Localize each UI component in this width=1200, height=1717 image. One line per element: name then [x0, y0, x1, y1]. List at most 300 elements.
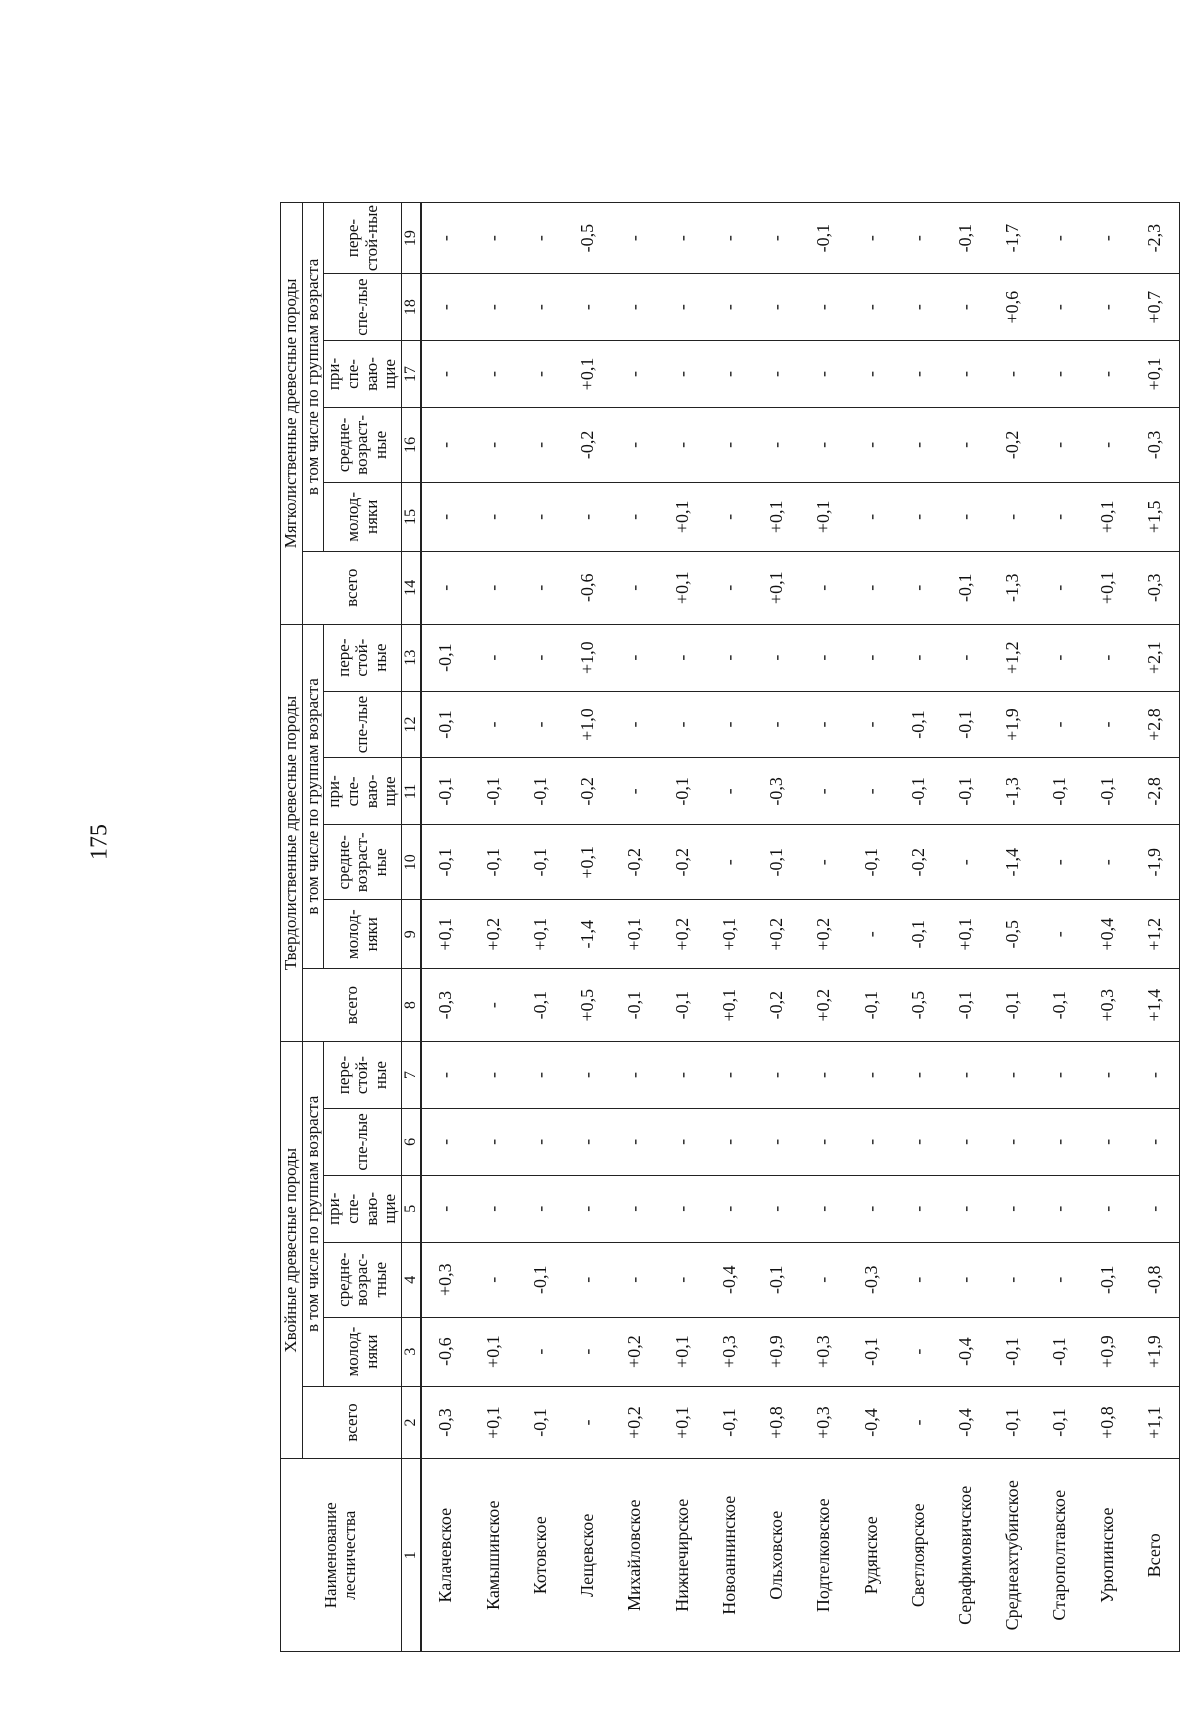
- page-number: 175: [86, 824, 113, 860]
- value-cell: +0,1: [1084, 482, 1131, 551]
- value-cell: +0,3: [706, 1317, 753, 1386]
- value-cell: -0,1: [942, 551, 989, 624]
- value-cell: +1,9: [990, 691, 1037, 758]
- value-cell: -: [990, 1242, 1037, 1317]
- column-number-row: [402, 203, 421, 1652]
- header-soft-total: всего: [302, 551, 401, 624]
- value-cell: -: [1084, 1108, 1131, 1175]
- value-cell: -: [565, 274, 612, 341]
- header-conif-premature: при-спе-ваю-щие: [324, 1175, 402, 1242]
- value-cell: -: [612, 341, 659, 408]
- forestry-name: Котовское: [517, 1459, 564, 1652]
- value-cell: -0,1: [421, 691, 470, 758]
- value-cell: -: [1084, 624, 1131, 691]
- value-cell: -0,1: [421, 758, 470, 825]
- forestry-name: Нижнечирское: [659, 1459, 706, 1652]
- value-cell: -: [565, 1317, 612, 1386]
- value-cell: -0,2: [612, 825, 659, 900]
- header-soft-premature: при-спе-ваю-щие: [324, 341, 402, 408]
- value-cell: +1,1: [1131, 1386, 1179, 1459]
- header-conif-overmature: пере-стой-ные: [324, 1042, 402, 1109]
- header-conif-mature: спе-лые: [324, 1108, 402, 1175]
- header-group-hardwood: Твердолиственные древесные породы: [281, 624, 303, 1041]
- value-cell: -: [612, 1042, 659, 1109]
- value-cell: -: [659, 1108, 706, 1175]
- value-cell: -0,1: [895, 758, 942, 825]
- value-cell: -: [848, 551, 895, 624]
- value-cell: -: [612, 274, 659, 341]
- header-soft-mature: спе-лые: [324, 274, 402, 341]
- value-cell: -: [517, 341, 564, 408]
- value-cell: +0,1: [659, 1386, 706, 1459]
- header-hard-premature: при-спе-ваю-щие: [324, 758, 402, 825]
- value-cell: +0,1: [706, 969, 753, 1042]
- value-cell: -0,1: [1037, 1317, 1084, 1386]
- table-row: [565, 203, 612, 1652]
- table-row: [753, 203, 800, 1652]
- value-cell: -: [801, 1108, 848, 1175]
- value-cell: -: [942, 1242, 989, 1317]
- column-number: 4: [402, 1242, 421, 1317]
- value-cell: -: [753, 624, 800, 691]
- value-cell: +0,1: [659, 551, 706, 624]
- value-cell: -0,5: [990, 900, 1037, 969]
- value-cell: -: [1084, 825, 1131, 900]
- value-cell: -: [848, 341, 895, 408]
- value-cell: -0,2: [659, 825, 706, 900]
- value-cell: -2,8: [1131, 758, 1179, 825]
- value-cell: -1,3: [990, 551, 1037, 624]
- value-cell: -0,1: [470, 825, 517, 900]
- value-cell: -: [990, 482, 1037, 551]
- value-cell: -0,1: [612, 969, 659, 1042]
- forestry-name: Калачевское: [421, 1459, 470, 1652]
- value-cell: -0,1: [1084, 1242, 1131, 1317]
- value-cell: -0,4: [942, 1317, 989, 1386]
- forestry-name: Лещевское: [565, 1459, 612, 1652]
- value-cell: +1,0: [565, 624, 612, 691]
- value-cell: -: [942, 1042, 989, 1109]
- value-cell: -: [706, 758, 753, 825]
- value-cell: -0,4: [706, 1242, 753, 1317]
- value-cell: -: [470, 203, 517, 274]
- value-cell: -: [848, 407, 895, 482]
- value-cell: -: [421, 407, 470, 482]
- value-cell: -: [801, 825, 848, 900]
- value-cell: -: [706, 341, 753, 408]
- value-cell: -: [895, 1042, 942, 1109]
- value-cell: -0,6: [421, 1317, 470, 1386]
- value-cell: +0,1: [517, 900, 564, 969]
- value-cell: -: [612, 482, 659, 551]
- value-cell: -: [753, 1175, 800, 1242]
- header-conif-middle: средне-возрас-тные: [324, 1242, 402, 1317]
- value-cell: -0,1: [990, 969, 1037, 1042]
- column-number: 1: [402, 1459, 421, 1652]
- value-cell: -0,3: [421, 1386, 470, 1459]
- value-cell: +0,3: [421, 1242, 470, 1317]
- value-cell: -: [517, 691, 564, 758]
- table-row: [1037, 203, 1084, 1652]
- value-cell: -: [1131, 1175, 1179, 1242]
- value-cell: -0,1: [942, 203, 989, 274]
- value-cell: -: [848, 624, 895, 691]
- value-cell: -0,2: [753, 969, 800, 1042]
- value-cell: -: [801, 1175, 848, 1242]
- value-cell: -: [517, 624, 564, 691]
- value-cell: -0,1: [753, 1242, 800, 1317]
- value-cell: -: [706, 407, 753, 482]
- value-cell: -: [1037, 551, 1084, 624]
- value-cell: -: [421, 551, 470, 624]
- forestry-name: Рудянское: [848, 1459, 895, 1652]
- value-cell: +0,2: [612, 1317, 659, 1386]
- column-number: 9: [402, 900, 421, 969]
- value-cell: -0,1: [848, 969, 895, 1042]
- value-cell: -0,1: [848, 825, 895, 900]
- value-cell: -0,6: [565, 551, 612, 624]
- value-cell: -0,1: [517, 825, 564, 900]
- value-cell: -0,2: [990, 407, 1037, 482]
- value-cell: -: [517, 1317, 564, 1386]
- value-cell: -: [1084, 1042, 1131, 1109]
- value-cell: -: [612, 1242, 659, 1317]
- value-cell: -0,3: [1131, 407, 1179, 482]
- value-cell: -: [801, 551, 848, 624]
- value-cell: -: [1084, 1175, 1131, 1242]
- value-cell: -: [1037, 691, 1084, 758]
- table-row: [421, 203, 470, 1652]
- value-cell: -0,1: [801, 203, 848, 274]
- forestry-name: Ольховское: [753, 1459, 800, 1652]
- column-number: 6: [402, 1108, 421, 1175]
- value-cell: -: [848, 1042, 895, 1109]
- value-cell: +0,1: [942, 900, 989, 969]
- value-cell: -: [706, 274, 753, 341]
- value-cell: -: [612, 1108, 659, 1175]
- value-cell: -: [1131, 1108, 1179, 1175]
- value-cell: -: [1084, 274, 1131, 341]
- value-cell: +0,1: [612, 900, 659, 969]
- value-cell: -0,5: [565, 203, 612, 274]
- value-cell: -: [1084, 341, 1131, 408]
- value-cell: -: [1037, 825, 1084, 900]
- value-cell: -: [942, 407, 989, 482]
- value-cell: +0,2: [470, 900, 517, 969]
- header-name-column: Наименование лесничества: [281, 1459, 402, 1652]
- value-cell: +0,2: [801, 969, 848, 1042]
- value-cell: +1,5: [1131, 482, 1179, 551]
- header-hard-middle: средне-возраст-ные: [324, 825, 402, 900]
- value-cell: -0,1: [517, 758, 564, 825]
- value-cell: +1,2: [1131, 900, 1179, 969]
- value-cell: +1,0: [565, 691, 612, 758]
- value-cell: +0,2: [801, 900, 848, 969]
- value-cell: -0,1: [517, 969, 564, 1042]
- value-cell: -: [990, 1042, 1037, 1109]
- value-cell: -: [1084, 407, 1131, 482]
- value-cell: -: [801, 1042, 848, 1109]
- value-cell: -: [659, 274, 706, 341]
- value-cell: +0,8: [753, 1386, 800, 1459]
- forestry-name: Светлоярское: [895, 1459, 942, 1652]
- value-cell: +0,3: [1084, 969, 1131, 1042]
- value-cell: -: [895, 1386, 942, 1459]
- table-row: [895, 203, 942, 1652]
- value-cell: -1,9: [1131, 825, 1179, 900]
- forestry-name: Михайловское: [612, 1459, 659, 1652]
- header-hard-by-age: в том числе по группам возраста: [302, 624, 324, 968]
- table-row: [706, 203, 753, 1652]
- column-number: 19: [402, 203, 421, 274]
- value-cell: -1,4: [990, 825, 1037, 900]
- value-cell: -: [565, 1108, 612, 1175]
- value-cell: +0,1: [753, 551, 800, 624]
- header-group-coniferous: Хвойные древесные породы: [281, 1042, 303, 1459]
- value-cell: -: [1037, 1242, 1084, 1317]
- value-cell: +0,3: [801, 1317, 848, 1386]
- value-cell: -: [470, 1042, 517, 1109]
- value-cell: +0,1: [753, 482, 800, 551]
- value-cell: -: [895, 203, 942, 274]
- value-cell: -: [659, 407, 706, 482]
- value-cell: -: [659, 203, 706, 274]
- value-cell: -: [942, 825, 989, 900]
- value-cell: -0,1: [517, 1242, 564, 1317]
- value-cell: -0,2: [565, 758, 612, 825]
- value-cell: +0,1: [706, 900, 753, 969]
- value-cell: -: [1037, 900, 1084, 969]
- value-cell: -: [942, 274, 989, 341]
- value-cell: -: [848, 482, 895, 551]
- value-cell: -0,1: [990, 1386, 1037, 1459]
- value-cell: -: [801, 758, 848, 825]
- rotated-table-container: [280, 202, 1180, 1652]
- header-soft-young: молод-няки: [324, 482, 402, 551]
- forestry-name: Всего: [1131, 1459, 1179, 1652]
- value-cell: -2,3: [1131, 203, 1179, 274]
- value-cell: -: [470, 1108, 517, 1175]
- forestry-name: Подтелковское: [801, 1459, 848, 1652]
- value-cell: +0,1: [1084, 551, 1131, 624]
- column-number: 8: [402, 969, 421, 1042]
- value-cell: -0,1: [659, 969, 706, 1042]
- value-cell: -: [565, 1242, 612, 1317]
- value-cell: -: [517, 482, 564, 551]
- value-cell: -: [753, 203, 800, 274]
- value-cell: -: [659, 1042, 706, 1109]
- value-cell: -0,1: [517, 1386, 564, 1459]
- value-cell: -0,1: [1037, 758, 1084, 825]
- value-cell: -: [517, 407, 564, 482]
- value-cell: +0,1: [659, 1317, 706, 1386]
- value-cell: -0,2: [565, 407, 612, 482]
- value-cell: +0,5: [565, 969, 612, 1042]
- value-cell: -0,3: [848, 1242, 895, 1317]
- value-cell: +0,1: [421, 900, 470, 969]
- value-cell: -: [1037, 274, 1084, 341]
- value-cell: -: [565, 1386, 612, 1459]
- table-row: [517, 203, 564, 1652]
- value-cell: -: [421, 1175, 470, 1242]
- value-cell: -: [706, 1108, 753, 1175]
- value-cell: -0,1: [895, 900, 942, 969]
- value-cell: -0,3: [421, 969, 470, 1042]
- value-cell: -: [470, 341, 517, 408]
- value-cell: -: [470, 551, 517, 624]
- value-cell: +0,4: [1084, 900, 1131, 969]
- value-cell: -0,4: [848, 1386, 895, 1459]
- column-number: 18: [402, 274, 421, 341]
- value-cell: +0,9: [753, 1317, 800, 1386]
- value-cell: -: [753, 274, 800, 341]
- column-number: 17: [402, 341, 421, 408]
- value-cell: -: [565, 1175, 612, 1242]
- value-cell: -0,1: [942, 691, 989, 758]
- header-soft-middle: средне-возраст-ные: [324, 407, 402, 482]
- forestry-name: Урюпинское: [1084, 1459, 1131, 1652]
- value-cell: -: [517, 551, 564, 624]
- value-cell: -: [659, 624, 706, 691]
- value-cell: -: [753, 407, 800, 482]
- column-number: 3: [402, 1317, 421, 1386]
- value-cell: -: [848, 758, 895, 825]
- table-row: [942, 203, 989, 1652]
- forestry-name: Старополтавское: [1037, 1459, 1084, 1652]
- value-cell: -: [1084, 691, 1131, 758]
- table-body: [421, 203, 1180, 1652]
- value-cell: -0,1: [659, 758, 706, 825]
- value-cell: -: [421, 341, 470, 408]
- value-cell: -: [517, 274, 564, 341]
- forestry-name: Новоаннинское: [706, 1459, 753, 1652]
- value-cell: -: [942, 624, 989, 691]
- value-cell: -: [517, 1108, 564, 1175]
- table-row: [990, 203, 1037, 1652]
- value-cell: -: [470, 1175, 517, 1242]
- value-cell: -0,5: [895, 969, 942, 1042]
- value-cell: -: [565, 1042, 612, 1109]
- value-cell: -: [753, 691, 800, 758]
- value-cell: -: [612, 624, 659, 691]
- value-cell: -: [706, 691, 753, 758]
- value-cell: -: [612, 1175, 659, 1242]
- value-cell: -0,3: [1131, 551, 1179, 624]
- value-cell: -: [706, 825, 753, 900]
- value-cell: -: [470, 407, 517, 482]
- value-cell: -: [706, 1042, 753, 1109]
- table-row: [612, 203, 659, 1652]
- value-cell: -: [895, 1175, 942, 1242]
- value-cell: -: [612, 407, 659, 482]
- value-cell: -: [706, 203, 753, 274]
- value-cell: -: [990, 341, 1037, 408]
- value-cell: -1,3: [990, 758, 1037, 825]
- column-number: 16: [402, 407, 421, 482]
- value-cell: -: [942, 1175, 989, 1242]
- value-cell: -0,1: [753, 825, 800, 900]
- value-cell: -: [565, 482, 612, 551]
- value-cell: -: [1037, 203, 1084, 274]
- forest-changes-table: [280, 202, 1180, 1652]
- value-cell: -1,7: [990, 203, 1037, 274]
- value-cell: -: [895, 1317, 942, 1386]
- value-cell: +0,9: [1084, 1317, 1131, 1386]
- value-cell: -: [753, 1042, 800, 1109]
- value-cell: -: [706, 551, 753, 624]
- value-cell: +0,1: [470, 1317, 517, 1386]
- value-cell: -0,4: [942, 1386, 989, 1459]
- value-cell: +0,1: [659, 482, 706, 551]
- value-cell: +0,7: [1131, 274, 1179, 341]
- value-cell: -0,1: [990, 1317, 1037, 1386]
- value-cell: -: [753, 1108, 800, 1175]
- value-cell: -: [706, 482, 753, 551]
- value-cell: -: [848, 691, 895, 758]
- value-cell: -: [612, 691, 659, 758]
- header-conif-young: молод-няки: [324, 1317, 402, 1386]
- header-group-softwood: Мягколиственные древесные породы: [281, 203, 303, 625]
- value-cell: -: [421, 1108, 470, 1175]
- value-cell: +1,2: [990, 624, 1037, 691]
- value-cell: -: [895, 407, 942, 482]
- value-cell: -: [942, 1108, 989, 1175]
- value-cell: -: [517, 1175, 564, 1242]
- value-cell: -0,1: [421, 624, 470, 691]
- column-number: 2: [402, 1386, 421, 1459]
- value-cell: +2,1: [1131, 624, 1179, 691]
- table-row: [659, 203, 706, 1652]
- value-cell: -: [895, 482, 942, 551]
- value-cell: -0,2: [895, 825, 942, 900]
- value-cell: -: [421, 482, 470, 551]
- value-cell: +0,2: [612, 1386, 659, 1459]
- value-cell: -: [421, 203, 470, 274]
- value-cell: -: [421, 274, 470, 341]
- value-cell: -0,1: [1037, 1386, 1084, 1459]
- value-cell: -: [659, 341, 706, 408]
- column-number: 11: [402, 758, 421, 825]
- header-hard-overmature: пере-стой-ные: [324, 624, 402, 691]
- value-cell: -: [1037, 1042, 1084, 1109]
- value-cell: -: [848, 203, 895, 274]
- header-soft-by-age: в том числе по группам возраста: [302, 203, 324, 552]
- forestry-name: Среднеахтубинское: [990, 1459, 1037, 1652]
- value-cell: -: [848, 1175, 895, 1242]
- table-row: [470, 203, 517, 1652]
- value-cell: -0,1: [470, 758, 517, 825]
- value-cell: -: [848, 900, 895, 969]
- value-cell: +0,2: [659, 900, 706, 969]
- value-cell: -: [801, 407, 848, 482]
- value-cell: -: [1037, 482, 1084, 551]
- value-cell: -: [612, 758, 659, 825]
- value-cell: -: [895, 551, 942, 624]
- value-cell: -: [612, 551, 659, 624]
- value-cell: -: [659, 1242, 706, 1317]
- value-cell: -: [470, 969, 517, 1042]
- column-number: 13: [402, 624, 421, 691]
- value-cell: -0,1: [942, 758, 989, 825]
- value-cell: -0,1: [895, 691, 942, 758]
- value-cell: -: [706, 624, 753, 691]
- value-cell: -: [470, 624, 517, 691]
- value-cell: -: [990, 1175, 1037, 1242]
- table-row: [801, 203, 848, 1652]
- table-row: [1084, 203, 1131, 1652]
- value-cell: +0,1: [565, 341, 612, 408]
- value-cell: +0,1: [565, 825, 612, 900]
